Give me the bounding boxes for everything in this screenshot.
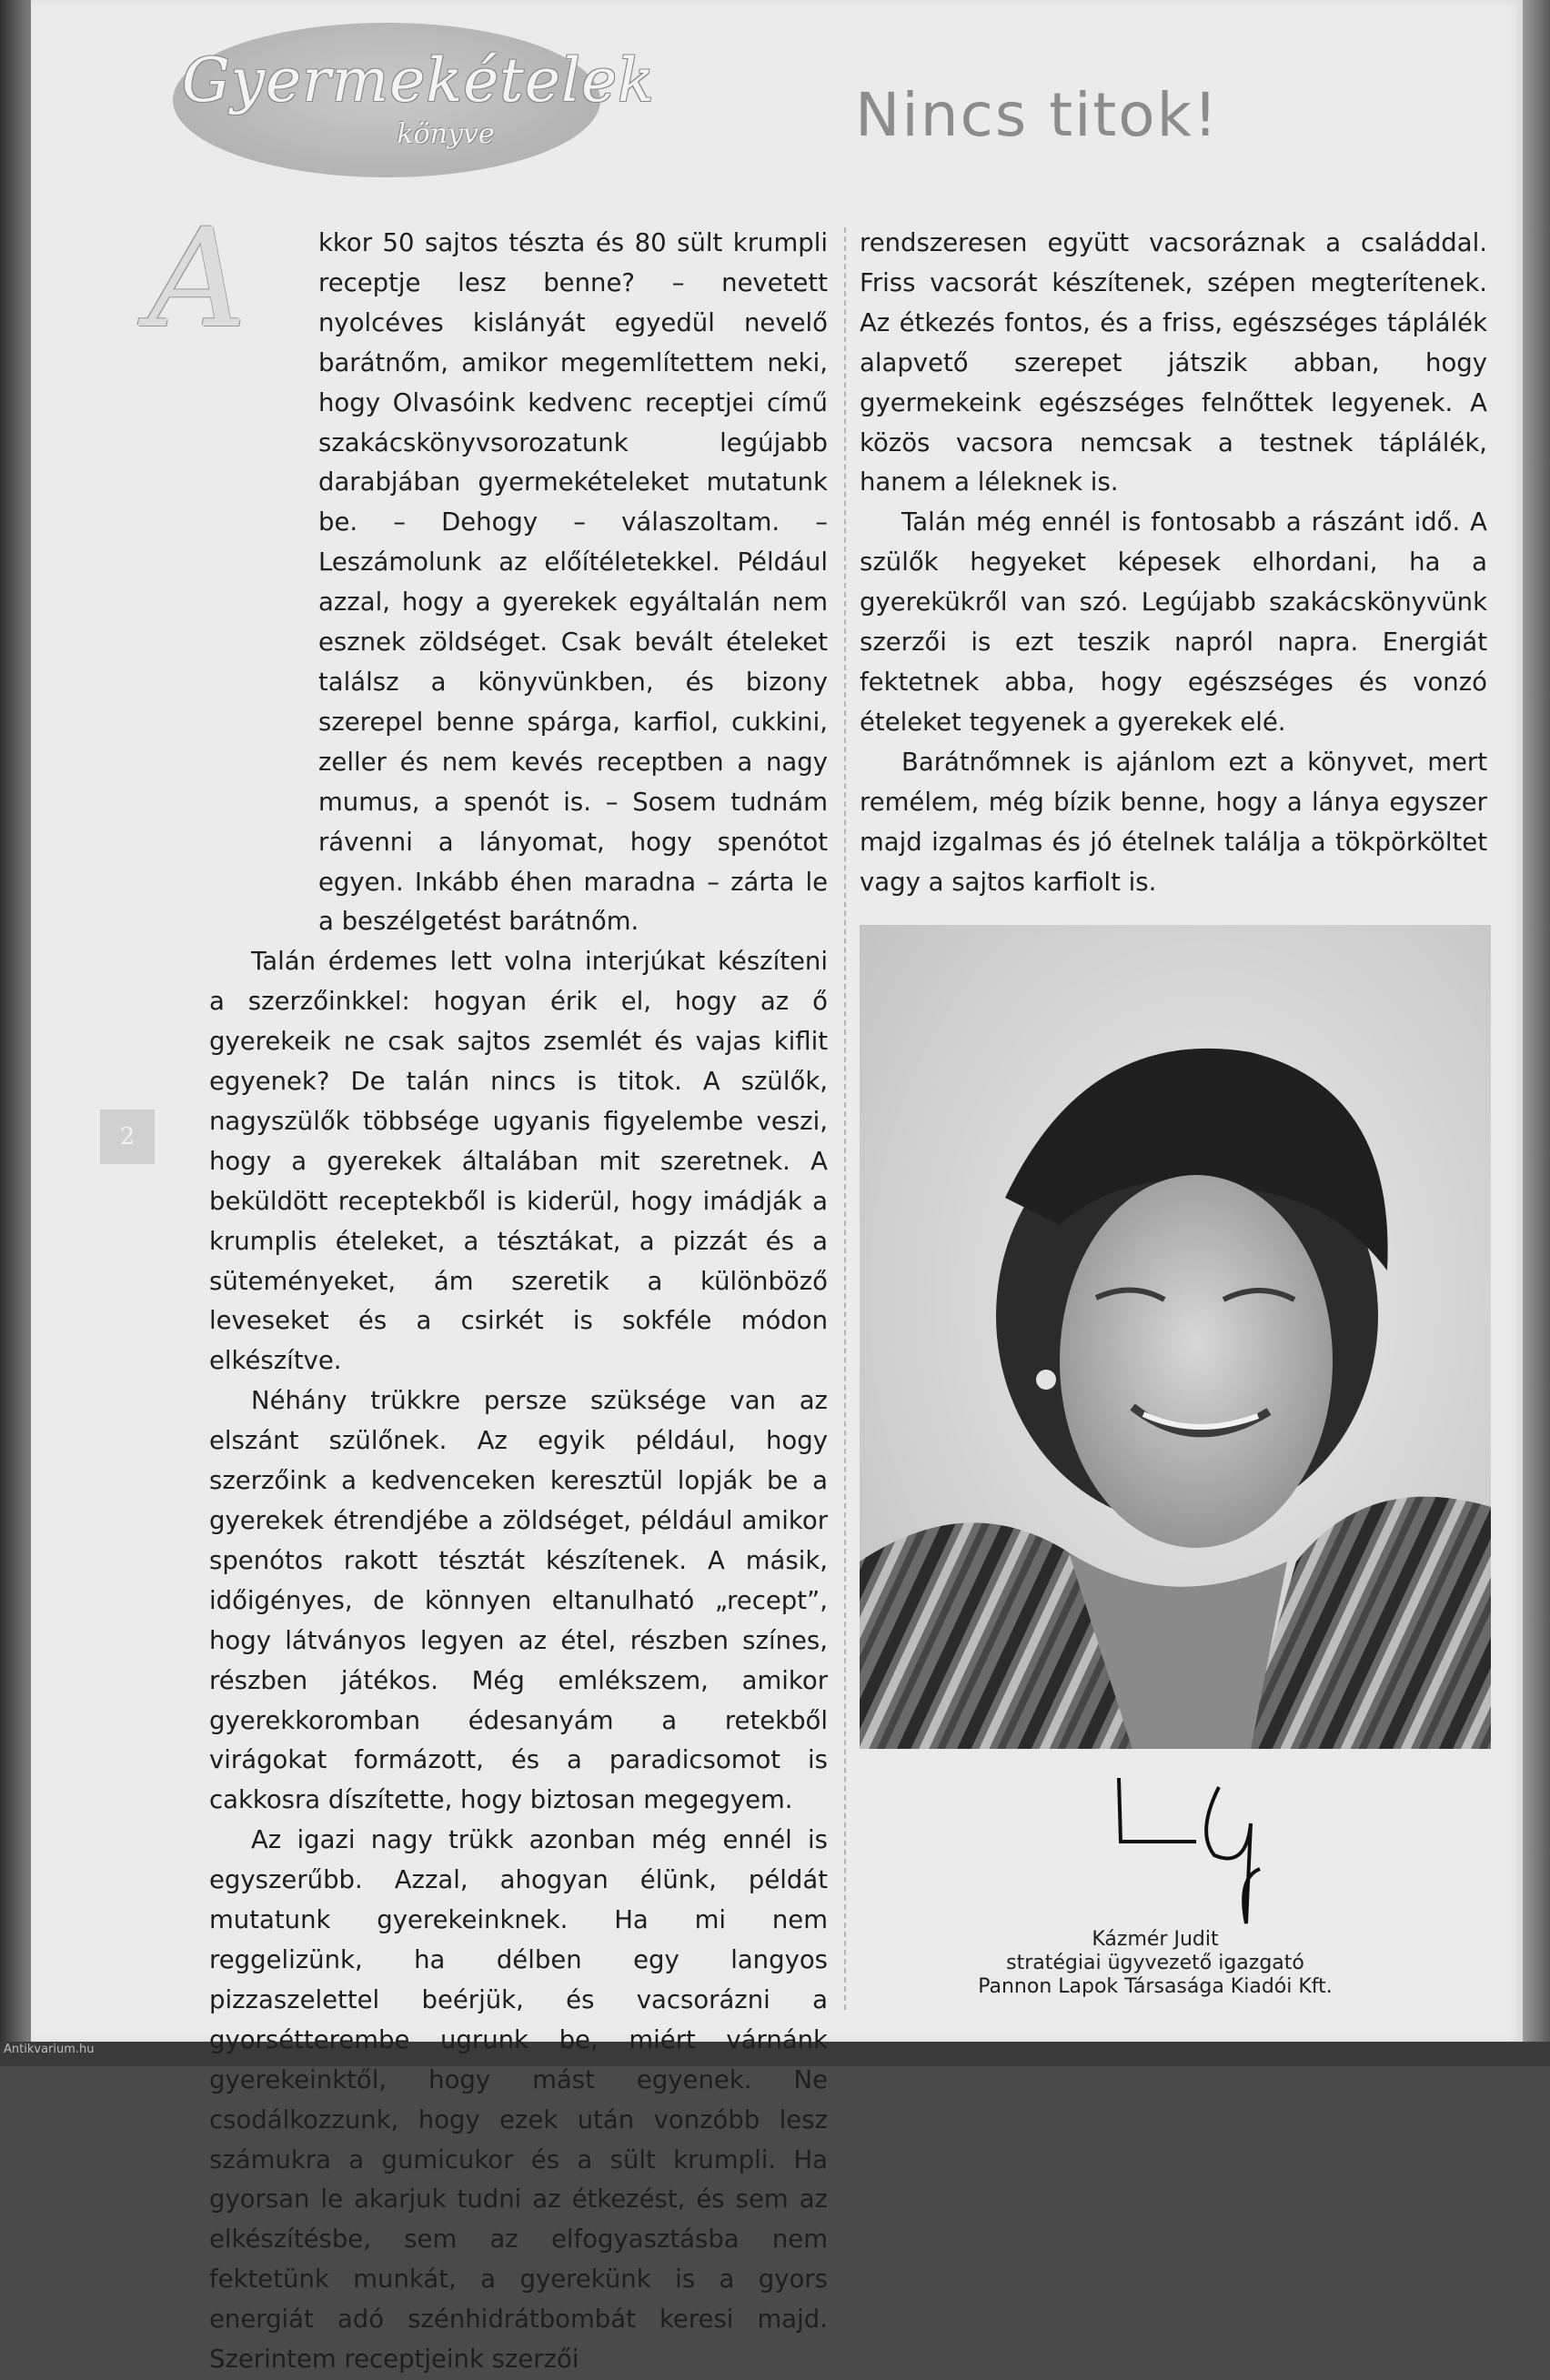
logo-title: Gyermekételek <box>182 45 656 115</box>
left-text-column <box>209 224 828 2380</box>
paragraph: Talán még ennél is fontosabb a rászánt idő. A szülők hegyeket képesek elhordani, ha a gyerekükről van szó. Legújabb szakácskönyvünk szerzői is ezt teszik napról napra. Energiát fektetnek abba, hogy egészséges és vonzó ételeket tegyenek a gyerekek elé. <box>860 507 1487 737</box>
paragraph: kkor 50 sajtos tészta és 80 sült krumpli receptje lesz benne? – nevetett nyolcéves kislányát egyedül nevelő barátnőm, amikor megemlítettem neki, hogy Olvasóink kedvenc receptjei című szakácskönyvsorozatunk legújabb darabjában gyermekételeket mutatunk be. – Dehogy – válaszoltam. – Leszámolunk az előítéletekkel. Például azzal, hogy a gyerekek egyáltalán nem esznek zöldséget. Csak bevált ételeket találsz a könyvünkben, és bizony szerepel benne spárga, karfiol, cukkini, zeller és nem kevés receptben a nagy mumus, a spenót is. – Sosem tudnám rávenni a lányomat, hogy spenótot egyen. Inkább éhen maradna – zárta le a beszélgetést barátnőm. <box>318 228 828 937</box>
portrait-illustration <box>860 925 1491 1749</box>
author-caption <box>964 1928 1346 1999</box>
author-role: stratégiai ügyvezető igazgató <box>1006 1952 1304 1974</box>
watermark: Antikvarium.hu <box>4 2043 95 2056</box>
author-name: Kázmér Judit <box>1092 1928 1219 1951</box>
paragraph: Talán érdemes lett volna interjúkat készíteni a szerzőinkkel: hogyan érik el, hogy az ő gyerekeik ne csak sajtos zsemlét és vajas kiflit egyenek? De talán nincs is titok. A szülők, nagyszülők többsége ugyanis figyelembe veszi, hogy a gyerekek általában mit szeretnek. A beküldött receptekből is kiderül, hogy imádják a krumplis ételeket, a tésztákat, a pizzát és a süteményeket, ám szeretik a különböző leveseket és a csirkét is sokféle módon elkészítve. <box>209 947 828 1376</box>
paragraph: Az igazi nagy trükk azonban még ennél is egyszerűbb. Azzal, ahogyan élünk, példát mutatunk gyerekeinknek. Ha mi nem reggelizünk, ha délben egy langyos pizzaszelettel beérjük, és vacsorázni a gyorsétterembe ugrunk be, miért várnánk gyerekeinktől, hogy mást egyenek. Ne csodálkozzunk, hogy ezek után vonzóbb lesz számukra a gumicukor és a sült krumpli. Ha gyorsan le akarjuk tudni az étkezést, és sem az elkészítésbe, sem az elfogyasztásba nem fektetünk munkát, a gyerekünk is a gyors energiát adó szénhidrátbombát keresi majd. Szerintem receptjeink szerzői <box>209 1825 828 2375</box>
author-portrait-photo <box>860 925 1491 1749</box>
handwritten-signature <box>1110 1769 1292 1933</box>
page-right-edge <box>1523 0 1550 2066</box>
paragraph: Barátnőmnek is ajánlom ezt a könyvet, mert remélem, még bízik benne, hogy a lánya egyszer majd izgalmas és jó ételnek találja a tökpörköltet vagy a sajtos karfiolt is. <box>860 747 1487 897</box>
right-text-column <box>860 224 1487 902</box>
drop-cap: A <box>148 200 247 358</box>
paragraph: rendszeresen együtt vacsoráznak a családdal. Friss vacsorát készítenek, szépen megterítenek. Az étkezés fontos, és a friss, egészséges táplálék alapvető szerepet játszik abban, hogy gyermekeink egészséges felnőttek legyenek. A közös vacsora nemcsak a testnek táplálék, hanem a léleknek is. <box>860 228 1487 497</box>
author-company: Pannon Lapok Társasága Kiadói Kft. <box>978 1975 1333 1998</box>
column-divider <box>844 227 846 2010</box>
logo-subtitle: könyve <box>397 118 495 150</box>
page-title: Nincs titok! <box>855 80 1220 150</box>
paragraph: Néhány trükkre persze szüksége van az elszánt szülőnek. Az egyik például, hogy szerzőink a kedvenceken keresztül lopják be a gyerekek étrendjébe a zöldséget, például amikor spenótos rakott tésztát készítenek. A másik, időigényes, de könnyen eltanulható „recept”, hogy látványos legyen az étel, részben színes, részben játékos. Még emlékszem, amikor gyerekkoromban édesanyám a retekből virágokat formázott, és a paradicsomot is cakkosra díszítette, hogy biztosan megegyem. <box>209 1386 828 1815</box>
page-number: 2 <box>100 1110 155 1164</box>
